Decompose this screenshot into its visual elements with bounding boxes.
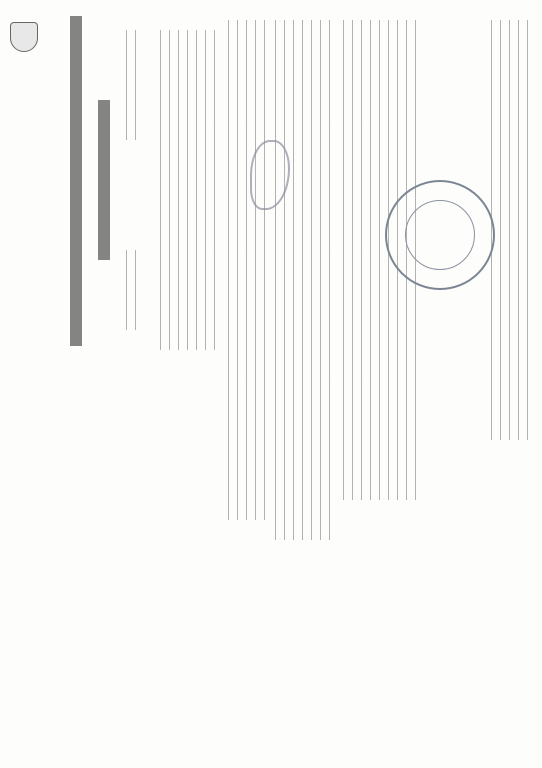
preamble-block <box>228 20 268 520</box>
official-seal-icon <box>385 180 495 290</box>
heading-resolution <box>98 100 110 260</box>
heading-administration <box>70 16 82 346</box>
subject-block <box>160 30 220 350</box>
seal-inner-ring <box>405 200 475 270</box>
date-line <box>126 30 136 140</box>
body-block-1 <box>275 20 335 540</box>
number-line <box>126 250 136 330</box>
right-column <box>271 0 542 768</box>
city-emblem-icon <box>10 22 38 52</box>
body-block-3 <box>491 20 531 440</box>
